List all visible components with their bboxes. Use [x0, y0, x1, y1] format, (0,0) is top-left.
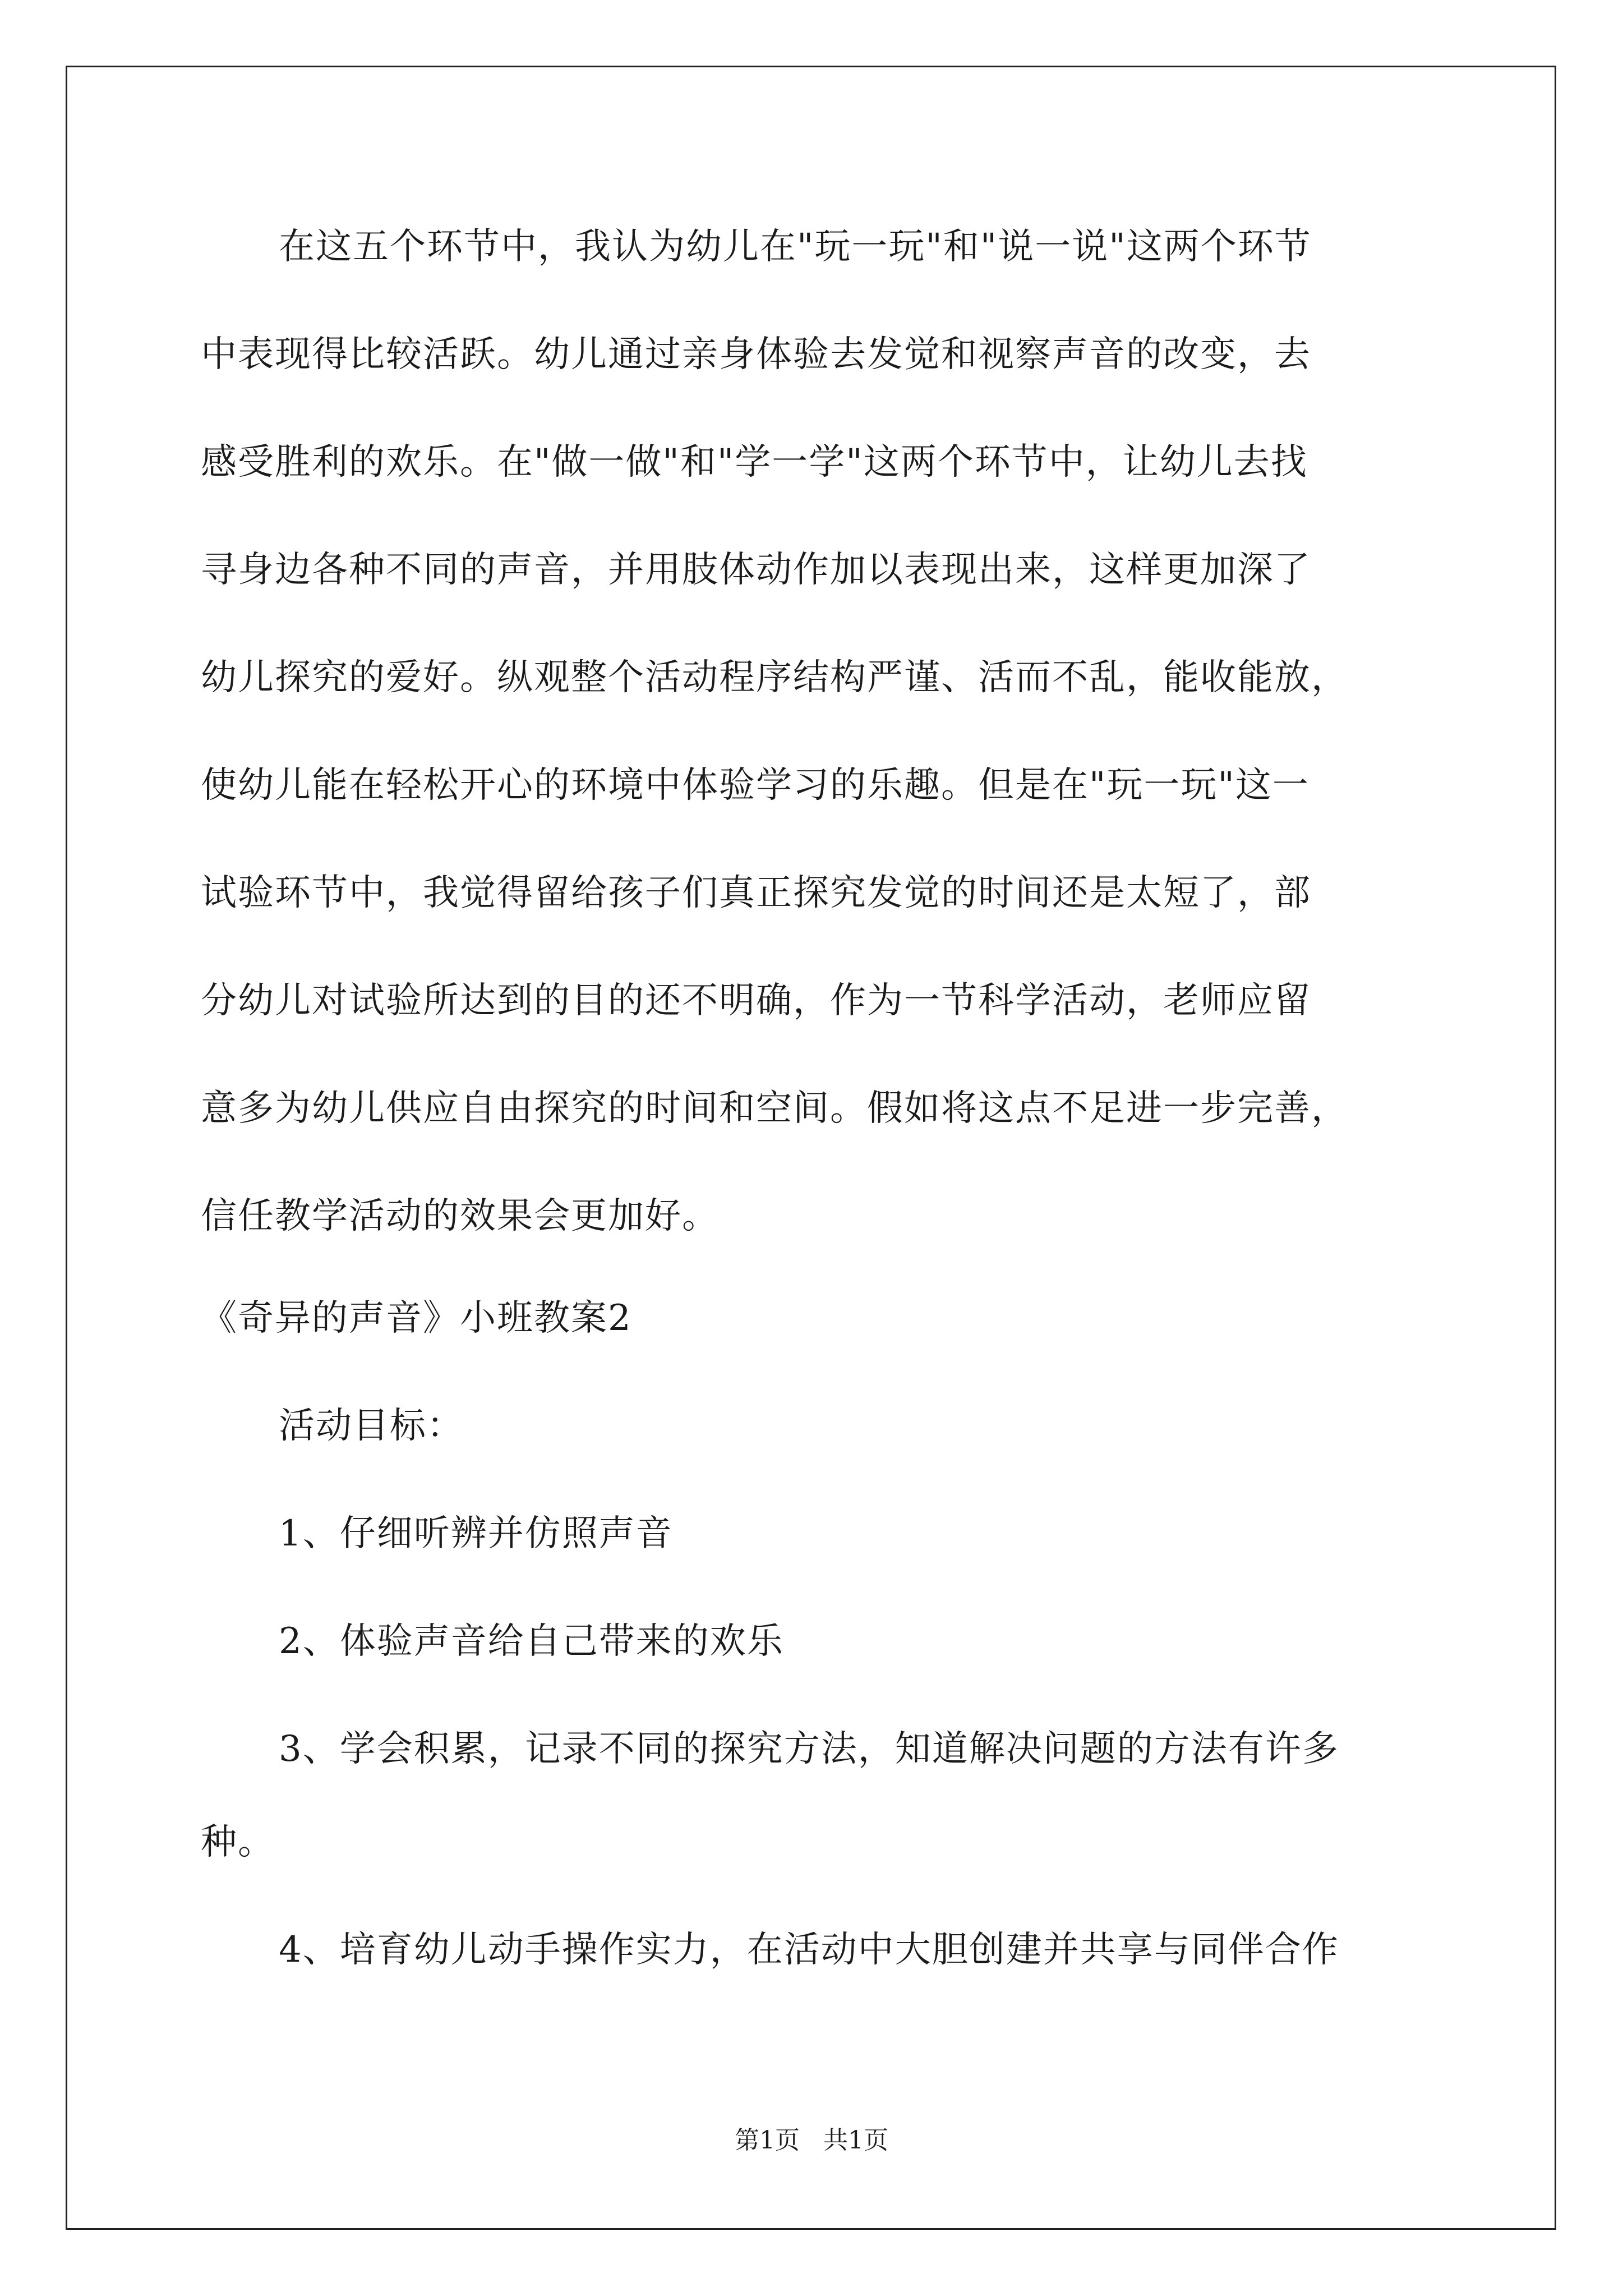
goal-item-4: 4、培育幼儿动手操作实力，在活动中大胆创建并共享与同伴合作 — [279, 1929, 1339, 1971]
goal-item-3-continued: 种。 — [201, 1821, 275, 1863]
paragraph-line: 使幼儿能在轻松开心的环境中体验学习的乐趣。但是在"玩一玩"这一 — [201, 765, 1310, 806]
paragraph-line: 信任教学活动的效果会更加好。 — [201, 1195, 719, 1237]
paragraph-line: 感受胜利的欢乐。在"做一做"和"学一学"这两个环节中，让幼儿去找 — [201, 441, 1308, 483]
paragraph-line: 中表现得比较活跃。幼儿通过亲身体验去发觉和视察声音的改变，去 — [201, 334, 1311, 375]
paragraph-line: 意多为幼儿供应自由探究的时间和空间。假如将这点不足进一步完善， — [201, 1088, 1348, 1129]
paragraph-line: 试验环节中，我觉得留给孩子们真正探究发觉的时间还是太短了，部 — [201, 872, 1311, 914]
goals-heading: 活动目标： — [279, 1405, 464, 1447]
section-title: 《奇异的声音》小班教案2 — [201, 1297, 632, 1339]
goal-item-2: 2、体验声音给自己带来的欢乐 — [279, 1621, 784, 1662]
page-border — [66, 66, 1556, 2230]
page-footer: 第1页 共1页 — [735, 2126, 888, 2155]
goal-item-3: 3、学会积累，记录不同的探究方法，知道解决问题的方法有许多 — [279, 1728, 1339, 1770]
paragraph-line: 在这五个环节中，我认为幼儿在"玩一玩"和"说一说"这两个环节 — [279, 226, 1312, 268]
paragraph-line: 寻身边各种不同的声音，并用肢体动作加以表现出来，这样更加深了 — [201, 549, 1311, 591]
paragraph-line: 幼儿探究的爱好。纵观整个活动程序结构严谨、活而不乱，能收能放， — [201, 657, 1348, 698]
goal-item-1: 1、仔细听辨并仿照声音 — [279, 1513, 673, 1554]
paragraph-line: 分幼儿对试验所达到的目的还不明确，作为一节科学活动，老师应留 — [201, 980, 1311, 1022]
